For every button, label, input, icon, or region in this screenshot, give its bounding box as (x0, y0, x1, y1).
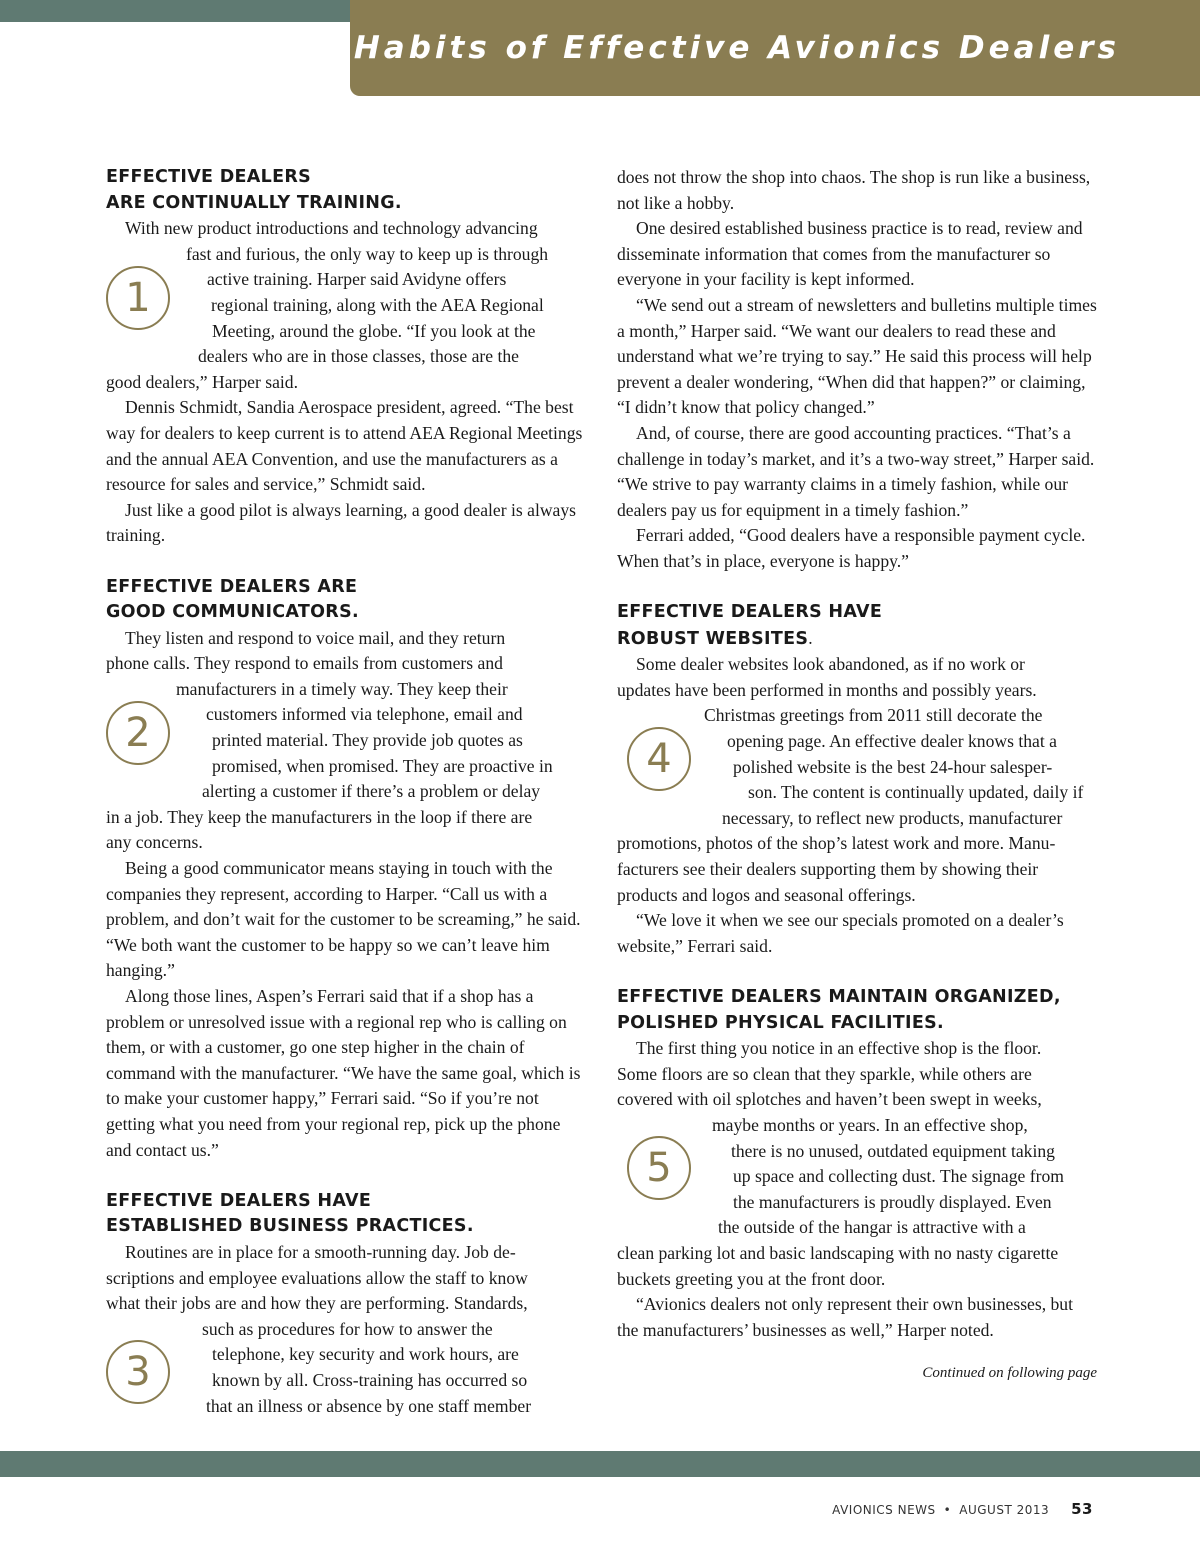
paragraph: “We send out a stream of newsletters and bulletins multiple times a month,” Harper said. “We want our dealers to read these and understand what we’re trying to say.” He said this process will help prevent a dealer wondering, “When did that happen?” or claiming, “I didn’t know that policy changed.” (617, 294, 1097, 418)
text-line: The first thing you notice in an effective shop is the floor. (636, 1038, 1042, 1059)
text-line: known by all. Cross-training has occurred so (212, 1369, 528, 1390)
paragraph: Along those lines, Aspen’s Ferrari said that if a shop has a problem or unresolved issue with a regional rep who is calling on them, or with a customer, go one step higher in the chain of command with the manufacturer. “We have the same goal, which is to make your customer happy,” Ferrari said. “So if you’re not getting what you need from your regional rep, pick up the phone and contact us.” (106, 986, 581, 1160)
heading-line: ROBUST WEBSITES (617, 628, 809, 649)
text-line: active training. Harper said Avidyne offers (207, 269, 507, 290)
text-line: maybe months or years. In an effective shop, (712, 1114, 1028, 1135)
text-line: son. The content is continually updated, daily if (748, 782, 1084, 803)
paragraph: Just like a good pilot is always learning, a good dealer is always training. (106, 499, 576, 546)
text-line: promotions, photos of the shop’s latest work and more. Manu- (617, 833, 1056, 854)
text-line: Routines are in place for a smooth-running day. Job de- (125, 1241, 516, 1262)
text-line: scriptions and employee evaluations allow the staff to know (106, 1267, 528, 1288)
heading-line: EFFECTIVE DEALERS HAVE (617, 602, 883, 623)
text-line: printed material. They provide job quotes as (212, 730, 523, 751)
section-5-heading (617, 985, 1097, 1036)
text-line: regional training, along with the AEA Regional (211, 294, 544, 315)
section-5-wrap (617, 1036, 1097, 1292)
section-2-heading (106, 575, 586, 626)
text-line: promised, when promised. They are proactive in (212, 755, 553, 776)
text-line: the outside of the hangar is attractive with a (718, 1217, 1026, 1238)
section-1-wrap (106, 216, 586, 395)
footer-publication: AVIONICS NEWS (832, 1503, 936, 1517)
number-badge-2: 2 (106, 701, 170, 765)
paragraph: Being a good communicator means staying in touch with the companies they represent, according to Harper. “Call us with a problem, and don’t wait for the customer to be screaming,” he said. “We both want the customer to be happy so we can’t leave him hanging.” (106, 858, 581, 981)
section-3-heading (106, 1189, 586, 1240)
number-badge-1: 1 (106, 266, 170, 330)
text-line: covered with oil splotches and haven’t been swept in weeks, (617, 1089, 1042, 1110)
text-line: up space and collecting dust. The signage from (733, 1166, 1064, 1187)
left-column (106, 165, 586, 1419)
section-4-heading (617, 600, 1097, 652)
text-line: customers informed via telephone, email and (206, 704, 523, 725)
text-line: clean parking lot and basic landscaping with no nasty cigarette (617, 1242, 1059, 1263)
text-line: any concerns. (106, 832, 203, 853)
text-line: that an illness or absence by one staff member (206, 1395, 532, 1416)
paragraph: And, of course, there are good accounting practices. “That’s a challenge in today’s market, and it’s a two-way street,” Harper said. “We strive to pay warranty claims in a timely fashion, while our dealers pay us for equipment in a timely fashion.” (617, 422, 1095, 520)
number-badge-4: 4 (627, 727, 691, 791)
header-title-box (212, 0, 1200, 96)
text-line: opening page. An effective dealer knows that a (727, 731, 1057, 752)
text-line: They listen and respond to voice mail, and they return (125, 627, 506, 648)
text-line: fast and furious, the only way to keep up is through (186, 243, 549, 264)
text-line: good dealers,” Harper said. (106, 371, 298, 392)
number-badge-5: 5 (627, 1136, 691, 1200)
text-line: the manufacturers is proudly displayed. Even (733, 1191, 1052, 1212)
heading-line: POLISHED PHYSICAL FACILITIES. (617, 1012, 944, 1033)
text-line: Meeting, around the globe. “If you look at the (212, 320, 536, 341)
paragraph: One desired established business practice is to read, review and disseminate information that comes from the manufacturer so everyone in your facility is kept informed. (617, 218, 1083, 290)
paragraph: “Avionics dealers not only represent their own businesses, but the manufacturers’ businesses as well,” Harper noted. (617, 1294, 1073, 1340)
heading-line: EFFECTIVE DEALERS ARE (106, 576, 358, 597)
number-badge-3: 3 (106, 1340, 170, 1404)
section-4-wrap (617, 652, 1097, 908)
paragraph: Ferrari added, “Good dealers have a responsible payment cycle. When that’s in place, everyone is happy.” (617, 525, 1086, 571)
heading-line: EFFECTIVE DEALERS (106, 167, 312, 187)
text-line: Some floors are so clean that they sparkle, while others are (617, 1063, 1032, 1084)
right-column (617, 165, 1097, 1387)
text-line: phone calls. They respond to emails from customers and (106, 653, 503, 674)
text-line: updates have been performed in months and possibly years. (617, 679, 1037, 700)
heading-line: ARE CONTINUALLY TRAINING. (106, 192, 402, 213)
text-line: dealers who are in those classes, those are the (198, 346, 519, 367)
heading-line: EFFECTIVE DEALERS HAVE (106, 1190, 372, 1211)
text-line: polished website is the best 24-hour salesper- (733, 756, 1053, 777)
text-line: in a job. They keep the manufacturers in the loop if there are (106, 806, 533, 827)
section-3-wrap (106, 1240, 586, 1419)
text-line: manufacturers in a timely way. They keep their (176, 678, 508, 699)
heading-line: ESTABLISHED BUSINESS PRACTICES. (106, 1216, 474, 1237)
section-2-wrap (106, 626, 586, 856)
paragraph: “We love it when we see our specials promoted on a dealer’s website,” Ferrari said. (617, 910, 1064, 956)
continued-note: Continued on following page (922, 1365, 1097, 1382)
heading-suffix: . (808, 627, 813, 648)
page-title: Seven Habits of Effective Avionics Dealers (212, 30, 1120, 66)
heading-line: GOOD COMMUNICATORS. (106, 602, 359, 623)
text-line: products and logos and seasonal offerings. (617, 884, 916, 905)
text-line: necessary, to reflect new products, manufacturer (722, 807, 1063, 828)
page-number: 53 (1071, 1500, 1093, 1518)
footer-issue: AUGUST 2013 (959, 1503, 1050, 1517)
section-1-heading (106, 165, 586, 216)
text-line: With new product introductions and technology advancing (125, 218, 538, 239)
text-line: alerting a customer if there’s a problem or delay (202, 781, 541, 802)
text-line: facturers see their dealers supporting them by showing their (617, 859, 1039, 880)
paragraph-continued: does not throw the shop into chaos. The shop is run like a business, not like a hobby. (617, 167, 1091, 213)
text-line: there is no unused, outdated equipment taking (731, 1140, 1055, 1161)
bottom-color-band (0, 1451, 1200, 1477)
page-footer (832, 1500, 1093, 1518)
footer-separator: • (943, 1503, 952, 1517)
text-line: Some dealer websites look abandoned, as if no work or (636, 654, 1025, 675)
text-line: what their jobs are and how they are performing. Standards, (106, 1293, 528, 1314)
text-line: Christmas greetings from 2011 still decorate the (704, 705, 1043, 726)
text-line: buckets greeting you at the front door. (617, 1268, 886, 1289)
heading-line: EFFECTIVE DEALERS MAINTAIN ORGANIZED, (617, 987, 1061, 1007)
text-line: such as procedures for how to answer the (202, 1318, 493, 1339)
text-line: telephone, key security and work hours, are (212, 1344, 519, 1365)
paragraph: Dennis Schmidt, Sandia Aerospace president, agreed. “The best way for dealers to keep current is to attend AEA Regional Meetings and the annual AEA Convention, and use the manufacturers as a resource for sales and service,” Schmidt said. (106, 397, 583, 495)
